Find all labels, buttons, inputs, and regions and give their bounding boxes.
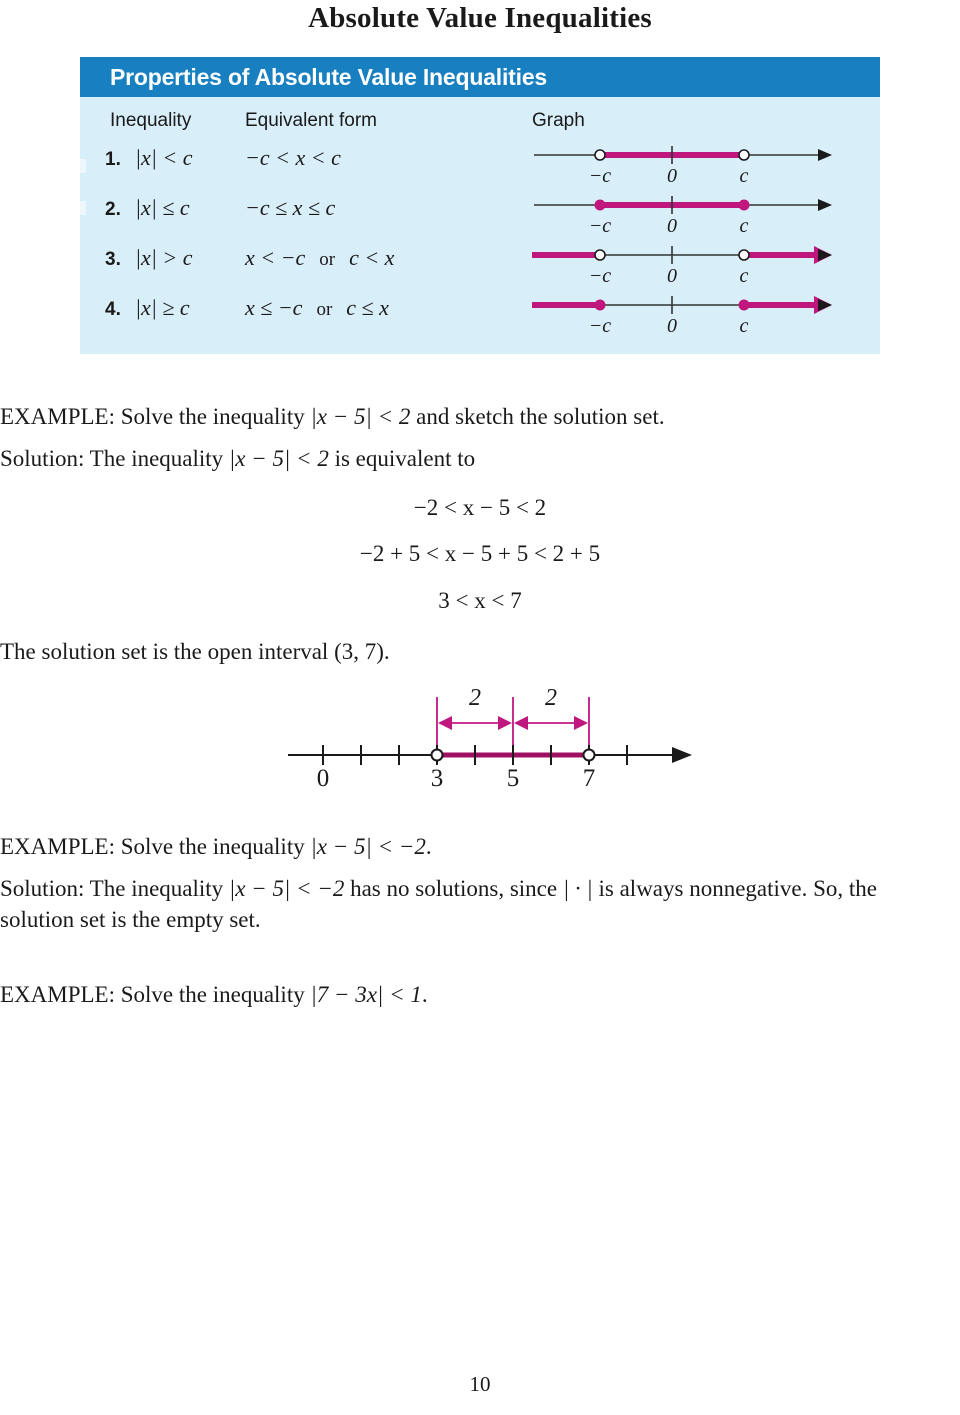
column-header-equivalent-form: Equivalent form	[245, 110, 378, 131]
table-row-number: 2.	[105, 199, 121, 220]
equivalent-left: x ≤ −c	[245, 295, 303, 320]
tick-label: −c	[588, 315, 612, 337]
example1-prompt-math: |x − 5| < 2	[310, 404, 411, 429]
tick-label: c	[739, 215, 749, 237]
example2-prompt-post: .	[425, 834, 432, 859]
example1-solution-pre: Solution: The inequality	[0, 446, 229, 471]
tick-label: −c	[588, 265, 612, 287]
column-header-graph: Graph	[532, 110, 585, 131]
example2-solution-pre: Solution: The inequality	[0, 876, 229, 901]
example1-prompt-post: and sketch the solution set.	[410, 404, 665, 429]
properties-box-body	[80, 97, 880, 354]
tick-label: 3	[430, 765, 444, 792]
column-header-inequality: Inequality	[110, 110, 192, 131]
table-row-number: 1.	[105, 149, 121, 170]
table-cell-inequality: |x| < c	[135, 145, 193, 170]
solution-number-line-figure	[280, 683, 700, 793]
equivalent-or: or	[319, 249, 336, 270]
example2-solution-mid: has no solutions, since	[344, 876, 563, 901]
tick-label: −c	[588, 215, 612, 237]
equivalent-left: x < −c	[245, 245, 306, 270]
edge-artifact	[80, 201, 86, 215]
equivalent-or: or	[316, 299, 333, 320]
table-cell-equivalent: −c < x < c	[245, 145, 341, 170]
example1-conclusion: The solution set is the open interval (3, 7).	[0, 639, 390, 664]
table-cell-inequality: |x| ≤ c	[135, 195, 190, 220]
table-row-number: 3.	[105, 249, 121, 270]
edge-artifact	[80, 159, 86, 173]
example3-prompt-post: .	[421, 982, 428, 1007]
number-line-svg	[532, 293, 832, 317]
tick-label: 7	[582, 765, 596, 792]
example3-prompt	[0, 978, 960, 1012]
tick-label: 0	[667, 215, 677, 237]
number-line-graph-1	[532, 143, 832, 189]
solution-number-line-svg	[280, 683, 700, 793]
tick-label: 0	[667, 265, 677, 287]
example2-prompt	[0, 830, 960, 864]
equivalent-right: c < x	[349, 245, 395, 270]
annotation-label: 2	[469, 685, 481, 711]
tick-label: c	[739, 265, 749, 287]
table-row-number: 4.	[105, 299, 121, 320]
tick-label: 0	[316, 765, 330, 792]
equation-step-3: 3 < x < 7	[438, 588, 522, 613]
example2-solution-math: |x − 5| < −2	[228, 876, 345, 901]
equivalent-right: c ≤ x	[346, 295, 389, 320]
example2-solution-line2: solution set is the empty set.	[0, 907, 261, 932]
tick-label: 5	[506, 765, 520, 792]
number-line-graph-2	[532, 193, 832, 239]
tick-label: c	[739, 165, 749, 187]
tick-label: c	[739, 315, 749, 337]
annotation-label: 2	[545, 685, 557, 711]
example2-prompt-pre: EXAMPLE: Solve the inequality	[0, 834, 311, 859]
table-cell-equivalent: −c ≤ x ≤ c	[245, 195, 336, 220]
number-line-svg	[532, 143, 832, 167]
page-title: Absolute Value Inequalities	[308, 2, 652, 34]
example3-prompt-pre: EXAMPLE: Solve the inequality	[0, 982, 311, 1007]
example2-solution	[0, 872, 952, 906]
table-cell-equivalent	[245, 245, 394, 271]
number-line-graph-4	[532, 293, 832, 339]
number-line-svg	[532, 243, 832, 267]
number-line-graph-3	[532, 243, 832, 289]
example2-solution-math2: | · |	[562, 876, 593, 901]
equation-step-2: −2 + 5 < x − 5 + 5 < 2 + 5	[359, 541, 601, 566]
tick-label: 0	[667, 315, 677, 337]
example1-prompt-pre: EXAMPLE: Solve the inequality	[0, 404, 311, 429]
table-cell-inequality: |x| ≥ c	[135, 295, 190, 320]
properties-box	[80, 57, 880, 354]
tick-label: 0	[667, 165, 677, 187]
tick-label: −c	[588, 165, 612, 187]
number-line-svg	[532, 193, 832, 217]
example1-solution-math: |x − 5| < 2	[228, 446, 329, 471]
example2-prompt-math: |x − 5| < −2	[310, 834, 426, 859]
example1-solution	[0, 442, 960, 476]
properties-box-header: Properties of Absolute Value Inequalities	[80, 57, 880, 97]
table-cell-inequality: |x| > c	[135, 245, 193, 270]
example3-prompt-math: |7 − 3x| < 1	[310, 982, 422, 1007]
page-number: 10	[469, 1372, 491, 1396]
example2-solution-post: is always nonnegative. So, the	[592, 876, 878, 901]
example1-solution-post: is equivalent to	[328, 446, 476, 471]
equation-step-1: −2 < x − 5 < 2	[413, 495, 547, 520]
example1-prompt	[0, 400, 960, 434]
table-cell-equivalent	[245, 295, 389, 321]
